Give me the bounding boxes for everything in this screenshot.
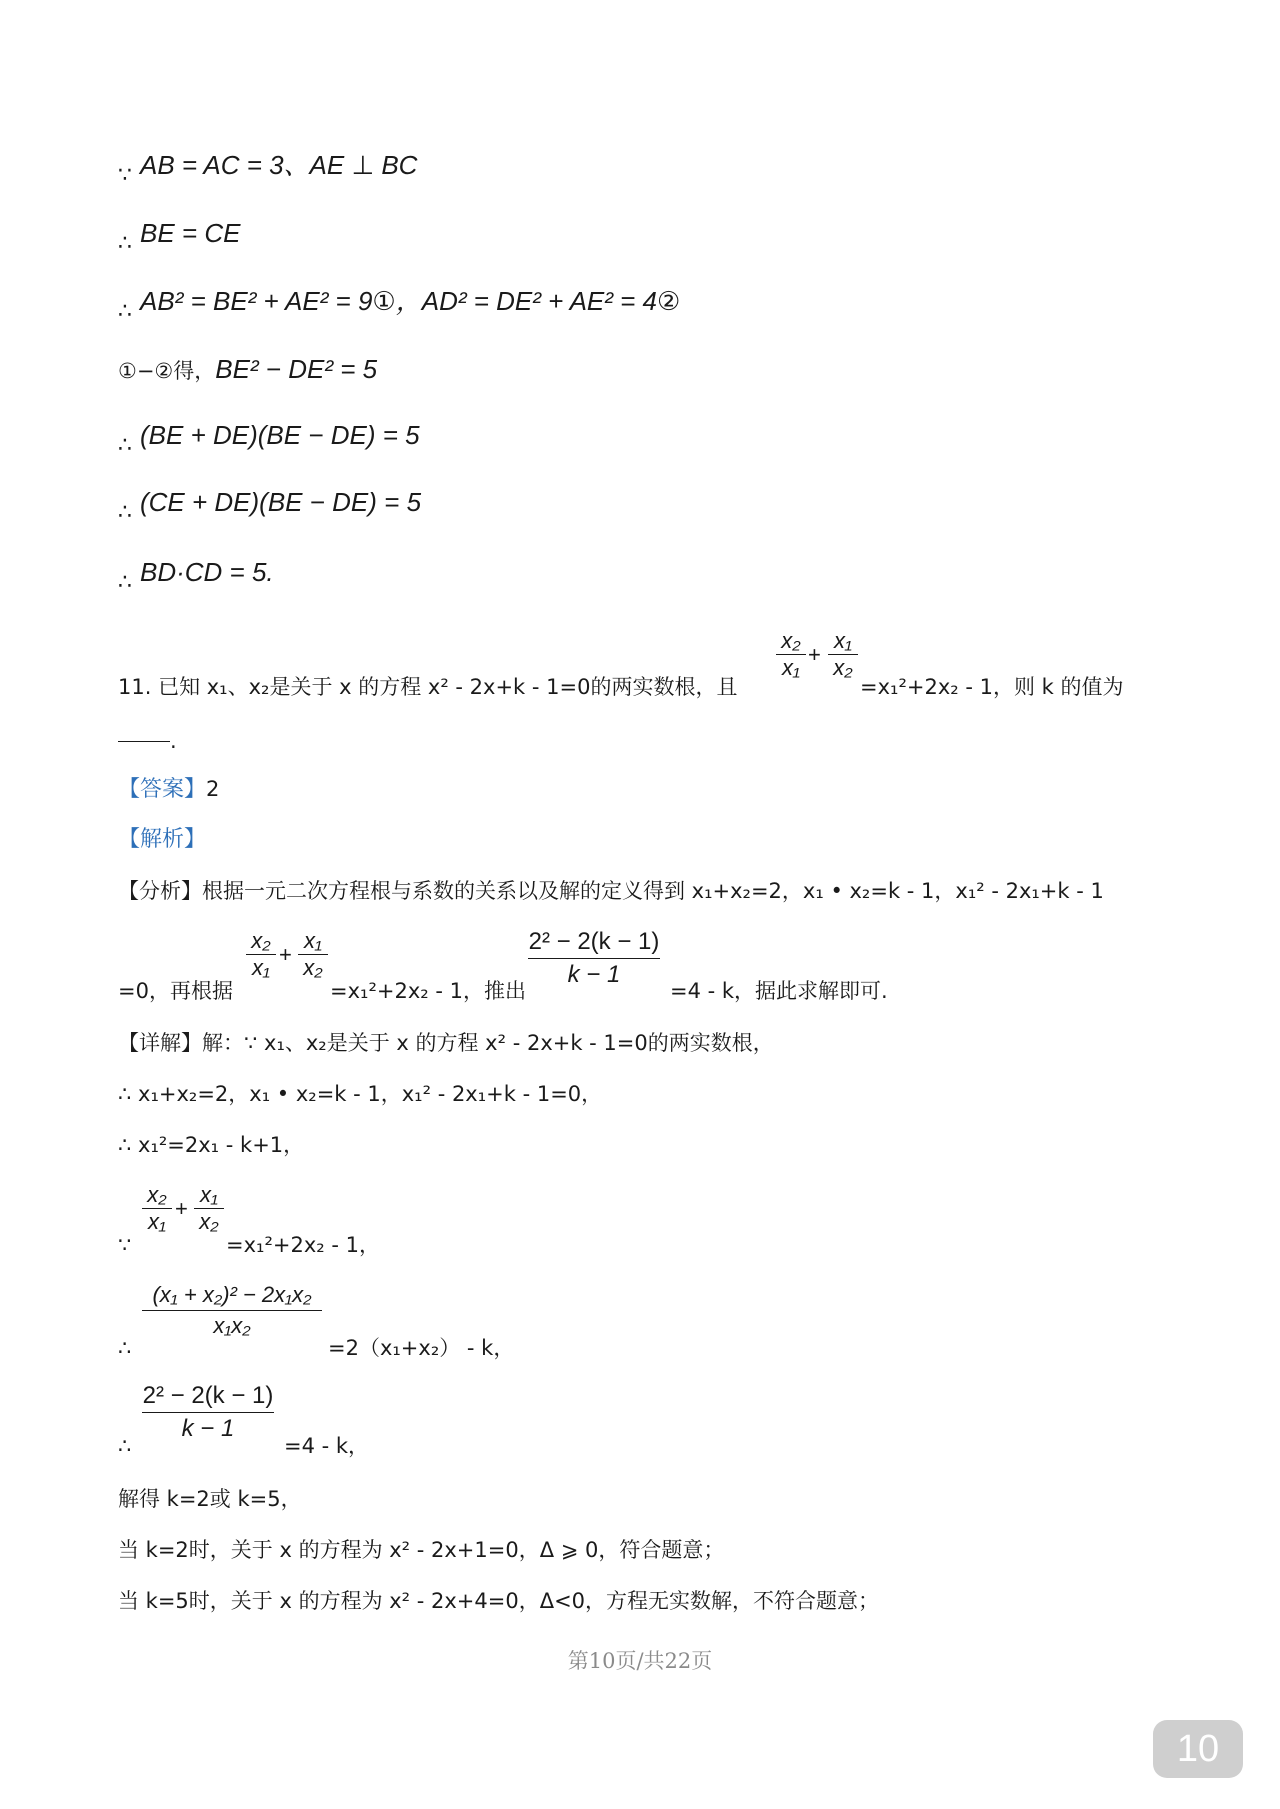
blank-period: .: [170, 729, 177, 753]
therefore-symbol: ∴: [118, 500, 132, 525]
fraction-denominator: k − 1: [567, 961, 621, 988]
detail-text-5: =2（x₁+x₂） - k，: [328, 1336, 515, 1360]
analysis-text-1: 【分析】根据一元二次方程根与系数的关系以及解的定义得到 x₁+x₂=2，x₁ • x₂=k - 1，x₁² - 2x₁+k - 1: [118, 879, 1104, 903]
plus-sign: +: [808, 642, 821, 667]
therefore-symbol: ∵: [118, 163, 132, 188]
answer-label: 【答案】: [118, 777, 207, 802]
answer-blank: [118, 741, 170, 742]
fraction-denominator: x₁: [252, 955, 270, 980]
analysis-line-2b: [330, 976, 526, 1007]
therefore-symbol: ∴: [118, 433, 132, 458]
fraction-numerator: 2² − 2(k − 1): [528, 928, 660, 955]
therefore-symbol: ∴: [118, 1434, 132, 1458]
analysis-fraction-big: [528, 926, 660, 991]
detail-line-7: [118, 1484, 302, 1515]
detail-text-4: =x₁²+2x₂ - 1，: [226, 1233, 380, 1257]
detail-line-3: [118, 1130, 304, 1161]
detail-text-1: 【详解】解：∵ x₁、x₂是关于 x 的方程 x² - 2x+k - 1=0的两实数根，: [118, 1031, 774, 1055]
analysis-line-1: [118, 876, 1104, 907]
detail-text-6: =4 - k，: [284, 1434, 370, 1458]
detail-text-9: 当 k=5时，关于 x 的方程为 x² - 2x+4=0，Δ<0，方程无实数解，不符合题意；: [118, 1589, 880, 1613]
proof-line-3: [118, 286, 681, 324]
proof-line-1: [118, 150, 418, 188]
detail-fraction-3: [142, 1280, 322, 1341]
page-number-badge: 10: [1153, 1720, 1243, 1778]
detail-line-4: [226, 1230, 380, 1261]
fraction-numerator: x₂: [147, 1182, 167, 1207]
detail-text-7: 解得 k=2或 k=5，: [118, 1487, 302, 1511]
fraction-numerator: x₂: [251, 928, 271, 953]
proof-expr-6: (CE + DE)(BE − DE) = 5: [140, 487, 422, 517]
proof-line-7: [118, 557, 274, 595]
analysis-text-2a: =0，再根据: [118, 979, 233, 1003]
question-stem: 11. 已知 x₁、x₂是关于 x 的方程 x² - 2x+k - 1=0的两实数根，且: [118, 675, 738, 699]
because-symbol: ∵: [118, 1233, 132, 1257]
detail-line-6-sym: [118, 1431, 131, 1462]
proof-line-2: [118, 218, 241, 256]
detail-text-3: ∴ x₁²=2x₁ - k+1，: [118, 1133, 305, 1157]
analysis-text-2c: =4 - k，据此求解即可.: [670, 979, 888, 1003]
fraction-denominator: k − 1: [181, 1415, 235, 1442]
therefore-symbol: ∴: [118, 231, 132, 256]
detail-line-1: [118, 1028, 774, 1059]
detail-line-4-sym: [118, 1230, 131, 1261]
detail-line-2: [118, 1079, 602, 1110]
fraction-numerator: x₁: [304, 928, 322, 953]
plus-sign: +: [175, 1196, 188, 1221]
proof-expr-1: AB = AC = 3、AE ⊥ BC: [140, 150, 418, 180]
detail-line-5-sym: [118, 1333, 131, 1364]
analysis-line-2c: [670, 976, 888, 1007]
therefore-symbol: ∴: [118, 1336, 132, 1360]
detail-text-2: ∴ x₁+x₂=2，x₁ • x₂=k - 1，x₁² - 2x₁+k - 1=0，: [118, 1082, 603, 1106]
fraction-numerator: x₁: [834, 628, 852, 653]
fraction-numerator: (x₁ + x₂)² − 2x₁x₂: [152, 1282, 312, 1307]
proof-expr-7: BD·CD = 5.: [140, 557, 274, 587]
therefore-symbol: ∴: [118, 299, 132, 324]
analysis-heading: [118, 825, 206, 855]
fraction-numerator: 2² − 2(k − 1): [142, 1382, 274, 1409]
answer-line: [118, 774, 219, 805]
fraction-numerator: x₂: [781, 628, 801, 653]
analysis-label: 【解析】: [118, 827, 207, 852]
fraction-denominator: x₁x₂: [213, 1313, 251, 1338]
proof-expr-5: (BE + DE)(BE − DE) = 5: [140, 420, 420, 450]
proof-line-6: [118, 487, 422, 525]
page-footer: 第10页/共22页: [567, 1649, 713, 1673]
fraction-denominator: x₂: [303, 955, 323, 980]
detail-fraction-4: [142, 1380, 274, 1445]
proof-line-5: [118, 420, 420, 458]
analysis-text-2b: =x₁²+2x₂ - 1，推出: [330, 979, 526, 1003]
detail-fraction-1: [142, 1182, 172, 1235]
proof-step-label: ①−②得，: [118, 359, 216, 383]
proof-expr-2: BE = CE: [140, 218, 241, 248]
detail-fraction-2: [194, 1182, 224, 1235]
detail-line-5: [328, 1333, 514, 1364]
proof-expr-4: BE² − DE² = 5: [215, 354, 378, 384]
answer-blank-line: [118, 726, 177, 757]
question-11-text: [118, 672, 737, 703]
question-fraction-1: [776, 628, 806, 681]
analysis-fraction-2: [298, 928, 328, 981]
analysis-line-2a: [118, 976, 233, 1007]
question-stem-tail: =x₁²+2x₂ - 1，则 k 的值为: [860, 675, 1124, 699]
detail-line-8: [118, 1535, 724, 1566]
fraction-denominator: x₂: [199, 1209, 219, 1234]
detail-text-8: 当 k=2时，关于 x 的方程为 x² - 2x+1=0，Δ ⩾ 0，符合题意；: [118, 1538, 725, 1562]
question-fraction-2: [828, 628, 858, 681]
plus-sign: +: [279, 942, 292, 967]
therefore-symbol: ∴: [118, 570, 132, 595]
fraction-numerator: x₁: [200, 1182, 218, 1207]
answer-value: 2: [206, 777, 220, 801]
question-11-tail: [860, 672, 1123, 703]
analysis-fraction-1: [246, 928, 276, 981]
proof-line-4: [118, 354, 377, 387]
fraction-denominator: x₁: [782, 655, 800, 680]
detail-line-9: [118, 1586, 879, 1617]
proof-expr-3: AB² = BE² + AE² = 9①，AD² = DE² + AE² = 4②: [140, 286, 681, 316]
fraction-denominator: x₁: [148, 1209, 166, 1234]
fraction-denominator: x₂: [833, 655, 853, 680]
detail-line-6: [284, 1431, 369, 1462]
